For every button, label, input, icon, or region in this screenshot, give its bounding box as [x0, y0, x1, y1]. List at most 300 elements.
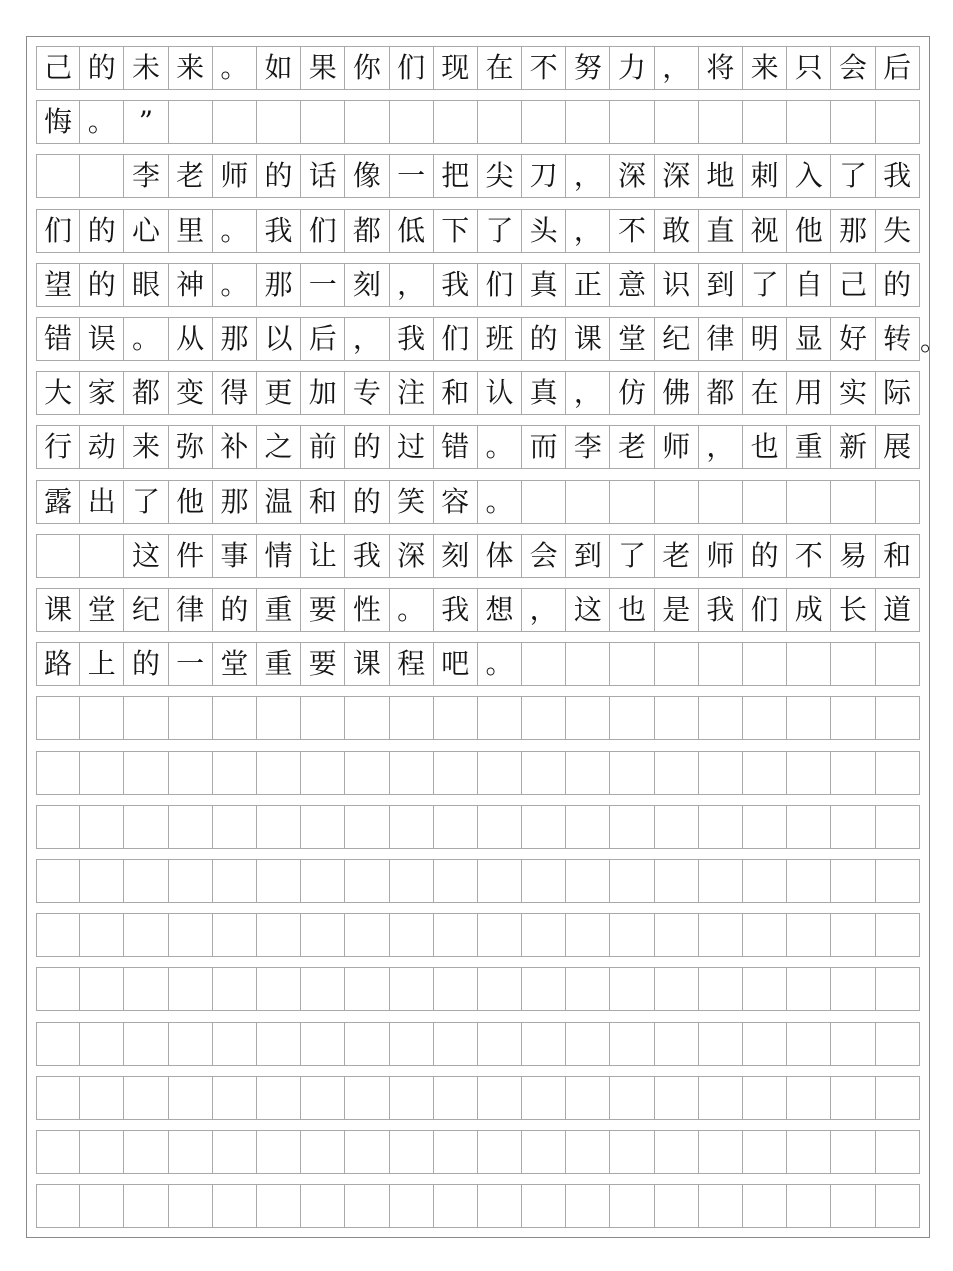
grid-cell	[124, 1184, 168, 1228]
grid-cell	[522, 696, 566, 740]
grid-cell: 和	[301, 480, 345, 524]
grid-cell	[522, 967, 566, 1011]
grid-cell	[36, 154, 80, 198]
grid-cell: 眼	[124, 263, 168, 307]
grid-cell: 明	[743, 317, 787, 361]
grid-cell: 实	[831, 371, 875, 415]
grid-cell	[478, 1184, 522, 1228]
grid-cell: 长	[831, 588, 875, 632]
grid-cell	[787, 642, 831, 686]
grid-cell	[169, 751, 213, 795]
grid-cell	[124, 1076, 168, 1120]
grid-cell	[169, 859, 213, 903]
grid-cell	[80, 154, 124, 198]
grid-cell	[566, 100, 610, 144]
grid-row	[36, 642, 920, 686]
grid-cell: 以	[257, 317, 301, 361]
grid-cell: 正	[566, 263, 610, 307]
grid-cell: 道	[876, 588, 920, 632]
grid-cell	[80, 534, 124, 578]
grid-cell: 出	[80, 480, 124, 524]
grid-cell: 好	[831, 317, 875, 361]
grid-cell: 的	[743, 534, 787, 578]
grid-cell: 露	[36, 480, 80, 524]
grid-cell: 纪	[124, 588, 168, 632]
grid-cell	[169, 696, 213, 740]
grid-row	[36, 1076, 920, 1120]
grid-cell	[522, 480, 566, 524]
grid-cell	[390, 696, 434, 740]
grid-cell	[434, 1022, 478, 1066]
grid-cell	[80, 1184, 124, 1228]
grid-row	[36, 46, 920, 90]
grid-cell	[80, 967, 124, 1011]
grid-cell	[655, 805, 699, 849]
grid-row	[36, 751, 920, 795]
grid-cell	[831, 859, 875, 903]
grid-cell: 新	[831, 425, 875, 469]
grid-cell: 真	[522, 371, 566, 415]
grid-cell: 和	[876, 534, 920, 578]
grid-cell: 识	[655, 263, 699, 307]
grid-cell: 课	[566, 317, 610, 361]
grid-cell: 重	[257, 642, 301, 686]
grid-cell	[36, 1184, 80, 1228]
grid-cell: ，	[390, 263, 434, 307]
grid-cell	[36, 1022, 80, 1066]
grid-cell	[478, 696, 522, 740]
grid-cell	[610, 100, 654, 144]
grid-cell	[522, 913, 566, 957]
grid-cell: 也	[610, 588, 654, 632]
grid-cell: 笑	[390, 480, 434, 524]
grid-cell: 变	[169, 371, 213, 415]
grid-cell: 佛	[655, 371, 699, 415]
grid-cell	[566, 751, 610, 795]
grid-cell: 一	[390, 154, 434, 198]
grid-cell: 这	[566, 588, 610, 632]
grid-cell: 的	[80, 46, 124, 90]
grid-cell: 入	[787, 154, 831, 198]
grid-cell: 来	[124, 425, 168, 469]
grid-cell: 一	[301, 263, 345, 307]
grid-cell	[36, 967, 80, 1011]
grid-cell	[699, 480, 743, 524]
grid-cell: 我	[257, 209, 301, 253]
grid-cell: 只	[787, 46, 831, 90]
grid-cell	[876, 480, 920, 524]
grid-cell	[213, 967, 257, 1011]
grid-cell: ”	[124, 100, 168, 144]
grid-cell: 得	[213, 371, 257, 415]
grid-cell: 尖	[478, 154, 522, 198]
grid-cell: 了	[743, 263, 787, 307]
grid-cell	[699, 1022, 743, 1066]
grid-cell	[36, 1130, 80, 1174]
grid-cell: 不	[787, 534, 831, 578]
grid-cell	[124, 1022, 168, 1066]
grid-cell: 会	[522, 534, 566, 578]
grid-cell: 敢	[655, 209, 699, 253]
grid-cell	[522, 751, 566, 795]
grid-cell: 行	[36, 425, 80, 469]
grid-cell: 头	[522, 209, 566, 253]
grid-cell	[831, 805, 875, 849]
grid-cell: 那	[831, 209, 875, 253]
grid-row	[36, 1130, 920, 1174]
grid-cell	[434, 967, 478, 1011]
grid-cell	[390, 1130, 434, 1174]
grid-row	[36, 1022, 920, 1066]
grid-cell	[699, 1076, 743, 1120]
grid-cell: 际	[876, 371, 920, 415]
grid-cell	[257, 913, 301, 957]
grid-cell: 地	[699, 154, 743, 198]
grid-cell	[699, 751, 743, 795]
grid-cell: 师	[655, 425, 699, 469]
overflow-punctuation: 。	[920, 324, 949, 357]
grid-cell	[610, 1022, 654, 1066]
grid-cell: 不	[522, 46, 566, 90]
grid-cell: 和	[434, 371, 478, 415]
grid-cell	[434, 859, 478, 903]
grid-cell	[301, 751, 345, 795]
grid-row	[36, 534, 920, 578]
grid-cell	[831, 967, 875, 1011]
grid-cell: 那	[257, 263, 301, 307]
grid-cell	[301, 1022, 345, 1066]
grid-cell: 上	[80, 642, 124, 686]
grid-cell: 。	[213, 263, 257, 307]
grid-row	[36, 425, 920, 469]
grid-cell	[345, 913, 389, 957]
grid-cell: 意	[610, 263, 654, 307]
grid-row	[36, 1184, 920, 1228]
grid-cell	[787, 1022, 831, 1066]
grid-row	[36, 317, 949, 361]
grid-cell: 成	[787, 588, 831, 632]
grid-cell: 的	[522, 317, 566, 361]
grid-cell	[831, 1130, 875, 1174]
grid-cell	[787, 1130, 831, 1174]
grid-cell	[787, 805, 831, 849]
grid-cell: 之	[257, 425, 301, 469]
grid-cell	[257, 751, 301, 795]
grid-cell: 认	[478, 371, 522, 415]
grid-cell: 在	[743, 371, 787, 415]
grid-cell: 。	[80, 100, 124, 144]
grid-cell	[831, 1022, 875, 1066]
grid-cell	[478, 100, 522, 144]
grid-cell: 不	[610, 209, 654, 253]
grid-cell	[301, 967, 345, 1011]
grid-cell	[522, 1130, 566, 1174]
grid-cell	[566, 805, 610, 849]
grid-cell: 弥	[169, 425, 213, 469]
grid-cell	[390, 913, 434, 957]
grid-cell	[787, 1184, 831, 1228]
grid-cell	[743, 859, 787, 903]
grid-cell	[257, 1022, 301, 1066]
grid-cell	[124, 696, 168, 740]
grid-cell	[610, 1076, 654, 1120]
grid-cell: 到	[566, 534, 610, 578]
grid-cell	[434, 1184, 478, 1228]
grid-cell: 后	[876, 46, 920, 90]
grid-cell	[876, 913, 920, 957]
grid-row	[36, 154, 920, 198]
grid-cell	[213, 1184, 257, 1228]
grid-cell: 们	[36, 209, 80, 253]
grid-cell	[434, 100, 478, 144]
grid-cell: 们	[434, 317, 478, 361]
grid-cell: 的	[345, 425, 389, 469]
grid-row	[36, 100, 920, 144]
grid-cell	[699, 805, 743, 849]
grid-cell	[655, 859, 699, 903]
grid-row	[36, 371, 920, 415]
grid-cell	[124, 751, 168, 795]
grid-cell	[655, 696, 699, 740]
grid-cell: 他	[169, 480, 213, 524]
grid-cell: 堂	[80, 588, 124, 632]
grid-cell: 你	[345, 46, 389, 90]
grid-cell: 重	[257, 588, 301, 632]
grid-cell	[257, 1130, 301, 1174]
grid-cell	[257, 1184, 301, 1228]
grid-cell	[390, 1076, 434, 1120]
grid-row	[36, 588, 920, 632]
grid-cell	[213, 1076, 257, 1120]
grid-cell: 我	[345, 534, 389, 578]
grid-cell	[831, 1076, 875, 1120]
grid-cell: 深	[655, 154, 699, 198]
grid-cell: ，	[655, 46, 699, 90]
grid-cell	[876, 642, 920, 686]
grid-row	[36, 913, 920, 957]
grid-cell	[213, 913, 257, 957]
grid-cell: 他	[787, 209, 831, 253]
grid-cell: ，	[699, 425, 743, 469]
grid-cell	[655, 480, 699, 524]
grid-cell: 来	[743, 46, 787, 90]
grid-cell	[434, 696, 478, 740]
grid-cell: ，	[566, 209, 610, 253]
grid-cell: 我	[390, 317, 434, 361]
grid-cell	[655, 1076, 699, 1120]
grid-cell	[699, 967, 743, 1011]
grid-cell: 会	[831, 46, 875, 90]
grid-cell	[169, 967, 213, 1011]
grid-cell: 的	[876, 263, 920, 307]
grid-cell: ，	[566, 371, 610, 415]
grid-cell	[213, 100, 257, 144]
grid-cell: 话	[301, 154, 345, 198]
grid-cell: ，	[522, 588, 566, 632]
grid-cell	[478, 805, 522, 849]
grid-cell	[787, 696, 831, 740]
grid-cell: 到	[699, 263, 743, 307]
grid-cell	[743, 1184, 787, 1228]
grid-cell	[36, 696, 80, 740]
grid-cell	[743, 642, 787, 686]
grid-cell	[699, 859, 743, 903]
grid-cell	[787, 1076, 831, 1120]
grid-cell	[345, 805, 389, 849]
grid-cell	[610, 859, 654, 903]
grid-cell: 显	[787, 317, 831, 361]
grid-cell: 。	[124, 317, 168, 361]
grid-cell: 转	[876, 317, 920, 361]
grid-cell	[522, 1184, 566, 1228]
grid-cell	[478, 1130, 522, 1174]
grid-cell: 要	[301, 588, 345, 632]
grid-cell: 。	[478, 425, 522, 469]
grid-cell	[522, 1022, 566, 1066]
grid-cell	[610, 480, 654, 524]
grid-cell	[257, 696, 301, 740]
grid-cell: 过	[390, 425, 434, 469]
grid-cell	[522, 642, 566, 686]
grid-cell: 的	[345, 480, 389, 524]
grid-cell	[699, 642, 743, 686]
grid-cell: 从	[169, 317, 213, 361]
grid-cell: 将	[699, 46, 743, 90]
grid-cell	[831, 100, 875, 144]
grid-cell	[655, 642, 699, 686]
grid-cell	[390, 805, 434, 849]
grid-cell: 心	[124, 209, 168, 253]
grid-cell: 程	[390, 642, 434, 686]
grid-cell: 堂	[213, 642, 257, 686]
grid-cell: 性	[345, 588, 389, 632]
grid-cell: 后	[301, 317, 345, 361]
grid-cell	[876, 805, 920, 849]
grid-cell: 果	[301, 46, 345, 90]
grid-cell	[876, 751, 920, 795]
grid-cell: 动	[80, 425, 124, 469]
grid-cell	[566, 859, 610, 903]
grid-cell	[213, 805, 257, 849]
grid-cell	[831, 480, 875, 524]
grid-cell	[610, 1130, 654, 1174]
grid-cell	[345, 1022, 389, 1066]
grid-cell	[434, 1076, 478, 1120]
grid-cell	[876, 100, 920, 144]
grid-cell	[169, 913, 213, 957]
grid-cell	[434, 805, 478, 849]
grid-cell: 深	[610, 154, 654, 198]
grid-cell: 前	[301, 425, 345, 469]
grid-cell: 自	[787, 263, 831, 307]
grid-cell: 老	[610, 425, 654, 469]
grid-cell: 事	[213, 534, 257, 578]
grid-cell: 仿	[610, 371, 654, 415]
grid-cell: 的	[80, 209, 124, 253]
grid-cell: 悔	[36, 100, 80, 144]
grid-cell	[80, 751, 124, 795]
grid-cell: 了	[831, 154, 875, 198]
grid-cell	[743, 100, 787, 144]
grid-cell	[699, 696, 743, 740]
grid-cell	[80, 805, 124, 849]
grid-row	[36, 967, 920, 1011]
grid-cell: 律	[699, 317, 743, 361]
grid-cell	[124, 805, 168, 849]
grid-cell	[345, 859, 389, 903]
grid-cell	[124, 913, 168, 957]
grid-cell	[169, 1130, 213, 1174]
grid-cell: 这	[124, 534, 168, 578]
grid-cell: 低	[390, 209, 434, 253]
grid-cell: 而	[522, 425, 566, 469]
grid-cell	[743, 751, 787, 795]
grid-cell	[36, 534, 80, 578]
grid-cell	[787, 480, 831, 524]
grid-cell	[655, 1130, 699, 1174]
grid-cell: 里	[169, 209, 213, 253]
grid-cell: 老	[655, 534, 699, 578]
grid-cell: 力	[610, 46, 654, 90]
grid-cell: 专	[345, 371, 389, 415]
grid-cell: 老	[169, 154, 213, 198]
grid-cell: 用	[787, 371, 831, 415]
grid-cell: 容	[434, 480, 478, 524]
grid-cell: 大	[36, 371, 80, 415]
grid-row	[36, 209, 920, 253]
grid-cell: 想	[478, 588, 522, 632]
grid-cell: 那	[213, 317, 257, 361]
grid-cell	[124, 967, 168, 1011]
grid-cell	[522, 1076, 566, 1120]
grid-cell	[213, 696, 257, 740]
grid-cell: 吧	[434, 642, 478, 686]
grid-cell: 们	[301, 209, 345, 253]
grid-cell	[831, 696, 875, 740]
grid-cell: 刻	[434, 534, 478, 578]
grid-cell: 了	[610, 534, 654, 578]
grid-cell: 是	[655, 588, 699, 632]
grid-cell: 错	[434, 425, 478, 469]
grid-cell	[301, 1184, 345, 1228]
grid-cell: 们	[743, 588, 787, 632]
grid-cell	[213, 1130, 257, 1174]
grid-cell	[169, 805, 213, 849]
grid-cell: 己	[831, 263, 875, 307]
grid-cell: 课	[345, 642, 389, 686]
grid-cell: 在	[478, 46, 522, 90]
grid-cell	[301, 859, 345, 903]
grid-cell	[390, 1184, 434, 1228]
grid-cell	[257, 805, 301, 849]
grid-cell	[390, 100, 434, 144]
grid-cell	[345, 1076, 389, 1120]
grid-cell	[478, 913, 522, 957]
grid-cell: 了	[124, 480, 168, 524]
grid-cell	[80, 696, 124, 740]
grid-cell: 注	[390, 371, 434, 415]
grid-cell	[831, 913, 875, 957]
grid-cell	[390, 967, 434, 1011]
grid-cell	[655, 967, 699, 1011]
grid-cell: 错	[36, 317, 80, 361]
grid-cell: 堂	[610, 317, 654, 361]
grid-cell: 律	[169, 588, 213, 632]
grid-cell: 要	[301, 642, 345, 686]
grid-cell	[257, 1076, 301, 1120]
grid-cell: 都	[124, 371, 168, 415]
grid-cell	[213, 859, 257, 903]
